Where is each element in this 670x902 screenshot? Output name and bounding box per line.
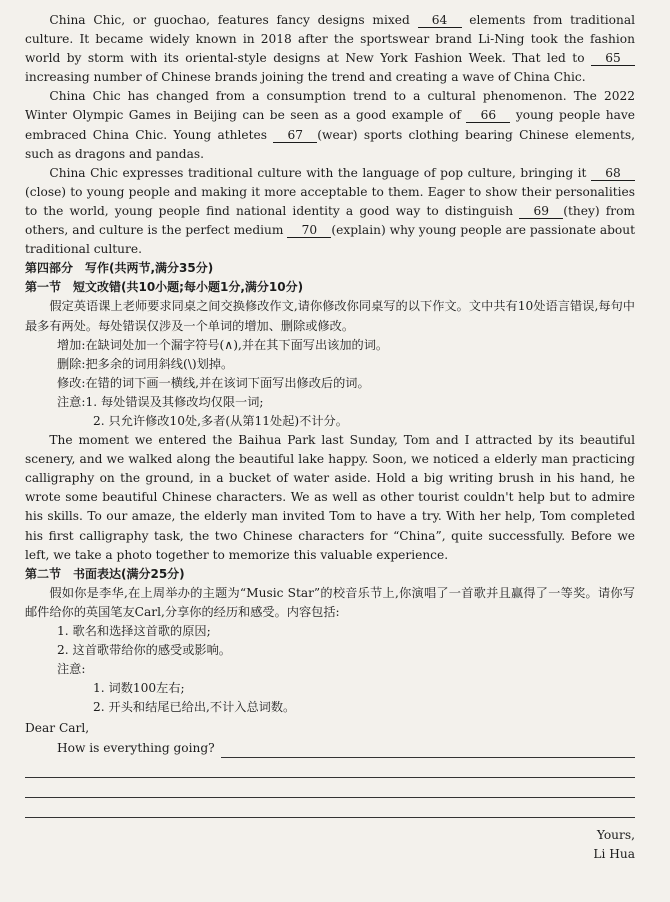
instruction-add: 增加:在缺词处加一个漏字符号(∧),并在其下面写出该加的词。: [57, 337, 389, 352]
cloze-text: (wear) sports clothing bearing Chinese elements, such as dragons and pandas.: [25, 127, 635, 161]
instruction-note-2: 2. 只允许修改10处,多者(从第11处起)不计分。: [93, 413, 348, 428]
cloze-text: China Chic expresses traditional culture with the language of pop culture, bringing it: [49, 165, 591, 180]
instruction-delete: 删除:把多余的词用斜线(\)划掉。: [57, 356, 234, 371]
letter-opening: How is everything going?: [57, 740, 215, 755]
letter-salutation: Dear Carl,: [25, 721, 90, 736]
cloze-text: China Chic has changed from a consumption trend to a cultural phenomenon. The 2022 Winter Olympic Games in Beijing can be seen as a good example of: [25, 89, 635, 123]
instruction-note-1: 注意:1. 每处错误及其修改均仅限一词;: [57, 394, 264, 409]
page-content: [25, 11, 635, 864]
instruction-main: 假定英语课上老师要求同桌之间交换修改作文,请你修改你同桌写的以下作文。文中共有10处语言错误,每句中最多有两处。每处错误仅涉及一个单词的增加、删除或修改。: [25, 299, 635, 333]
cloze-text: China Chic, or guochao, features fancy designs mixed: [49, 13, 418, 27]
notes-label: 注意:: [57, 662, 86, 677]
blank-66: 66: [466, 108, 510, 123]
blank-70: 70: [287, 223, 331, 238]
cloze-paragraph-1: [25, 11, 635, 87]
error-correction-passage: The moment we entered the Baihua Park last Sunday, Tom and I attracted by its beautiful scenery, and we walked along the beautiful lake happy. Soon, we noticed a elderly man practicing calligraphy on the ground, in a bucket of water aside. Hold a big writing brush in his hand, he wrote some beautiful Chinese characters. We as well as other tourist couldn't help but to admire his skills. To our amaze, the elderly man invited Tom to have a try. With her help, Tom completed his first calligraphy task, the two Chinese characters for “China”, quite successfully. Before we left, we take a photo together to memorize this valuable experience.: [25, 433, 635, 562]
cloze-text: (close) to young people and making it more acceptable to them. Eager to show their personalities to the world, young people find national identity a good way to distinguish: [25, 184, 635, 218]
blank-65: 65: [591, 51, 635, 66]
answer-line[interactable]: [25, 797, 635, 798]
cloze-text: (they) from others, and culture is the perfect medium: [25, 203, 635, 238]
letter-signature: Li Hua: [593, 846, 635, 861]
note-1: 1. 词数100左右;: [93, 681, 185, 696]
cloze-text: (explain) why young people are passionate about traditional culture.: [25, 223, 635, 257]
blank-68: 68: [591, 166, 635, 181]
answer-line[interactable]: [25, 777, 635, 778]
letter-opening-line: [25, 739, 635, 758]
answer-line[interactable]: [25, 817, 635, 818]
answer-line-first[interactable]: [221, 745, 635, 758]
cloze-text: elements from traditional culture. It became widely known in 2018 after the sportswear brand Li-Ning took the fashion world by storm with its oriental-style designs at New York Fashion Week. That led to: [25, 13, 635, 66]
content-point-2: 2. 这首歌带给你的感受或影响。: [57, 643, 231, 658]
part4-title: 第四部分 写作(共两节,满分35分): [25, 261, 214, 276]
blank-69: 69: [519, 204, 563, 219]
writing-prompt: 假如你是李华,在上周举办的主题为“Music Star”的校音乐节上,你演唱了一首歌并且赢得了一等奖。请你写邮件给你的英国笔友Carl,分享你的经历和感受。内容包括:: [25, 585, 635, 619]
blank-67: 67: [273, 128, 317, 143]
note-2: 2. 开头和结尾已给出,不计入总词数。: [93, 700, 296, 715]
content-point-1: 1. 歌名和选择这首歌的原因;: [57, 624, 211, 638]
section2-title: 第二节 书面表达(满分25分): [25, 566, 185, 581]
cloze-paragraph-3: [25, 164, 635, 259]
cloze-text: increasing number of Chinese brands joining the trend and creating a wave of China Chic.: [25, 70, 586, 85]
blank-64: 64: [418, 13, 462, 28]
instruction-modify: 修改:在错的词下画一横线,并在该词下面写出修改后的词。: [57, 375, 370, 390]
letter-closing: Yours,: [596, 827, 635, 842]
cloze-paragraph-2: [25, 87, 635, 163]
section1-title: 第一节 短文改错(共10小题;每小题1分,满分10分): [25, 280, 304, 295]
cloze-text: young people have embraced China Chic. Young athletes: [25, 108, 635, 142]
